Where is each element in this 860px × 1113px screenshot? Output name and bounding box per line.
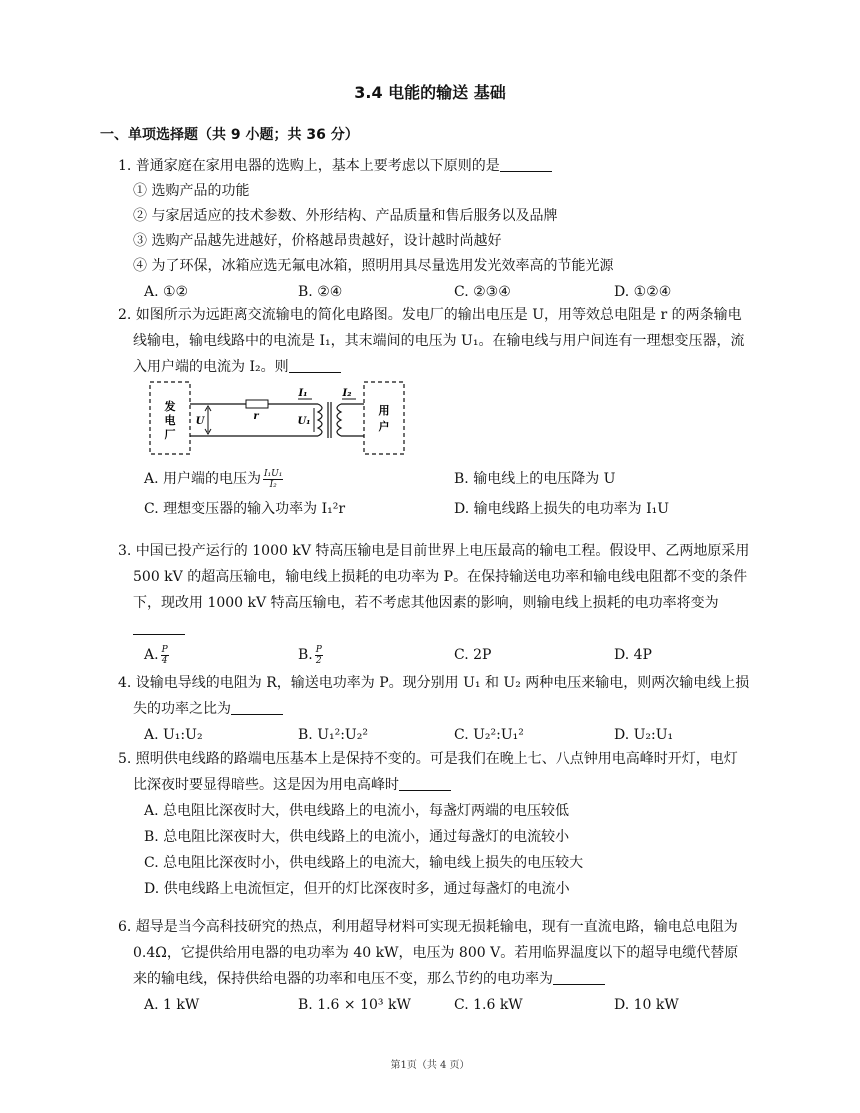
voltage-label-u: U — [195, 416, 205, 427]
option-b[interactable]: B. 1.6 × 10³ kW — [298, 997, 411, 1013]
option-c[interactable]: C. U₂²:U₁² — [454, 727, 524, 743]
transformer-secondary — [337, 404, 341, 436]
fraction: $\frac{P}{4}$ — [161, 644, 168, 666]
statement-item: ① 选购产品的功能 — [133, 183, 250, 199]
option-a[interactable]: A. 用户端的电压为 $\frac{\text{I₁U₁}}{\text{I₂}}$ — [144, 468, 283, 490]
statement-item: ③ 选购产品越先进越好，价格越昂贵越好，设计越时尚越好 — [133, 233, 502, 249]
option-c[interactable]: C. 总电阻比深夜时小，供电线路上的电流大，输电线上损失的电压较大 — [144, 855, 584, 871]
statement-item: ② 与家居适应的技术参数、外形结构、产品质量和售后服务以及品牌 — [133, 208, 558, 224]
option-b[interactable]: B. $\frac{P}{2}$ — [298, 644, 322, 666]
option-c[interactable]: C. 理想变压器的输入功率为 I₁²r — [144, 501, 346, 517]
user-box — [364, 382, 404, 454]
statement-list — [118, 179, 750, 279]
option-c[interactable]: C. 2P — [454, 647, 492, 663]
power-plant-label-2: 电 — [164, 414, 176, 427]
page-footer: 第1页（共 4 页） — [390, 1060, 470, 1071]
circuit-diagram — [148, 378, 408, 460]
answer-blank — [553, 970, 605, 985]
resistor-label: r — [253, 411, 259, 422]
question-stem: 4. 设输电导线的电阻为 R，输送电功率为 P。现分别用 U₁ 和 U₂ 两种电压来输电，则两次输电线上损失的功率之比为 — [118, 675, 750, 717]
power-plant-label-1: 发 — [164, 400, 176, 413]
user-label-2: 户 — [378, 420, 390, 433]
option-list — [144, 798, 750, 902]
answer-blank — [289, 358, 341, 373]
user-label-1: 用 — [378, 404, 390, 417]
resistor — [246, 400, 268, 408]
option-a[interactable]: A. ①② — [144, 284, 189, 300]
option-d[interactable]: D. ①②④ — [614, 284, 672, 300]
option-d[interactable]: D. 输电线路上损失的电功率为 I₁U — [454, 501, 670, 517]
option-a[interactable]: A. U₁:U₂ — [144, 727, 203, 743]
question-5 — [118, 746, 750, 902]
option-c[interactable]: C. ②③④ — [454, 284, 511, 300]
option-b[interactable]: B. 输电线上的电压降为 U — [454, 471, 616, 487]
option-b[interactable]: B. U₁²:U₂² — [298, 727, 368, 743]
fraction: $\frac{P}{2}$ — [315, 644, 322, 666]
option-b[interactable]: B. ②④ — [298, 284, 343, 300]
question-3 — [118, 538, 750, 672]
option-row — [144, 642, 750, 672]
statement-item: ④ 为了环保，冰箱应选无氟电冰箱，照明用具尽量选用发光效率高的节能光源 — [133, 258, 614, 274]
question-stem: 5. 照明供电线路的路端电压基本上是保持不变的。可是我们在晚上七、八点钟用电高峰时开灯，电灯比深夜时要显得暗些。这是因为用电高峰时 — [118, 751, 738, 793]
option-d[interactable]: D. 4P — [614, 647, 652, 663]
option-d[interactable]: D. 10 kW — [614, 997, 679, 1013]
answer-blank — [133, 620, 185, 635]
option-d[interactable]: D. 供电线路上电流恒定，但开的灯比深夜时多，通过每盏灯的电流小 — [144, 881, 570, 897]
option-row — [144, 992, 750, 1018]
question-stem: 3. 中国已投产运行的 1000 kV 特高压输电是目前世界上电压最高的输电工程。假设甲、乙两地原采用 500 kV 的超高压输电，输电线上损耗的电功率为 P。在保持输送电功率和输电线电阻都不变的条件下，现改用 1000 kV 特高压输电，若不考虑其他因素的影响，则输电线上损耗的电功率将变为 — [118, 538, 750, 642]
question-2-options — [118, 466, 750, 526]
question-1 — [118, 153, 750, 305]
voltage-label-u1: U₁ — [297, 416, 311, 427]
fraction: $\frac{\text{I₁U₁}}{\text{I₂}}$ — [264, 468, 283, 490]
answer-blank — [231, 700, 283, 715]
power-plant-label-3: 厂 — [164, 428, 176, 441]
question-6 — [118, 914, 750, 1018]
current-label-i2: I₂ — [342, 388, 352, 399]
section-heading: 一、单项选择题（共 9 小题；共 36 分） — [100, 127, 359, 143]
answer-blank — [399, 776, 451, 791]
option-a[interactable]: A. 1 kW — [144, 997, 200, 1013]
option-row — [144, 722, 750, 748]
answer-blank — [500, 157, 552, 172]
question-2 — [118, 302, 750, 380]
question-stem: 6. 超导是当今高科技研究的热点，利用超导材料可实现无损耗输电，现有一直流电路，输电总电阻为 0.4Ω，它提供给用电器的电功率为 40 kW，电压为 800 V。若用临界温度以下的超导电缆代替原来的输电线，保持供给电器的功率和电压不变，那么节约的电功率为 — [118, 919, 739, 987]
current-label-i1: I₁ — [298, 388, 308, 399]
transformer-primary — [318, 404, 322, 436]
option-b[interactable]: B. 总电阻比深夜时大，供电线路上的电流小，通过每盏灯的电流较小 — [144, 829, 570, 845]
page-title: 3.4 电能的输送 基础 — [354, 83, 506, 102]
option-a[interactable]: A. $\frac{P}{4}$ — [144, 644, 168, 666]
question-stem: 1. 普通家庭在家用电器的选购上，基本上要考虑以下原则的是 — [118, 153, 750, 179]
question-stem: 2. 如图所示为远距离交流输电的简化电路图。发电厂的输出电压是 U，用等效总电阻是 r 的两条输电线输电，输电线路中的电流是 I₁，其末端间的电压为 U₁。在输电线与用户间连有一理想变压器，流入用户端的电流为 I₂。则 — [118, 307, 745, 375]
option-c[interactable]: C. 1.6 kW — [454, 997, 523, 1013]
option-grid — [144, 466, 750, 526]
question-4 — [118, 670, 750, 748]
option-a[interactable]: A. 总电阻比深夜时大，供电线路上的电流小，每盏灯两端的电压较低 — [144, 803, 570, 819]
option-d[interactable]: D. U₂:U₁ — [614, 727, 674, 743]
